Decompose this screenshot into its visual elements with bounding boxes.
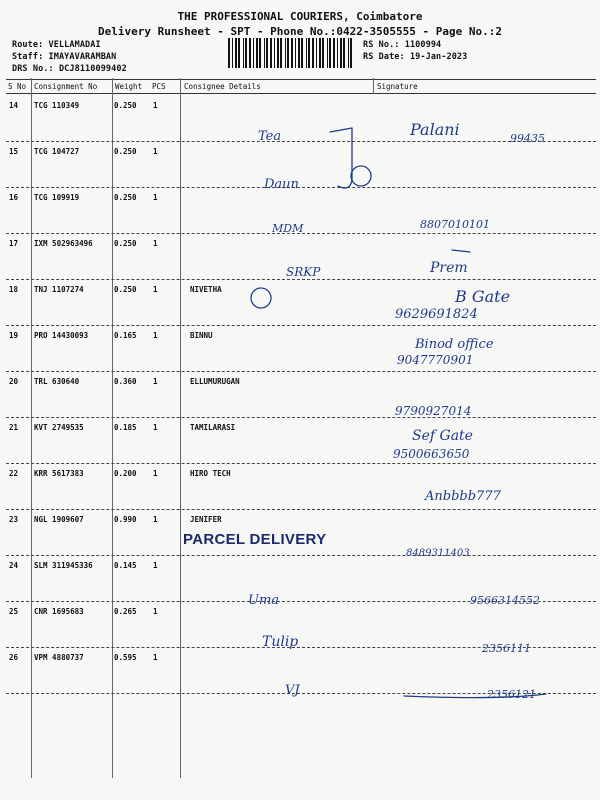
row-sno: 18 xyxy=(9,285,19,294)
row-sno: 16 xyxy=(9,193,19,202)
col-divider xyxy=(180,78,181,778)
row-sno: 17 xyxy=(9,239,19,248)
row-sno: 19 xyxy=(9,331,19,340)
row-pcs: 1 xyxy=(153,239,158,248)
signature-stroke xyxy=(452,250,470,252)
row-pcs: 1 xyxy=(153,193,158,202)
row-separator xyxy=(6,463,596,464)
row-circle-mark xyxy=(251,288,271,308)
hw-r16-consignee: MDM xyxy=(272,222,304,235)
barcode-icon xyxy=(228,38,356,68)
hw-r17-sign: Prem xyxy=(430,260,468,276)
row-consignment-no: SLM 311945336 xyxy=(34,561,93,570)
row-weight: 0.185 xyxy=(114,423,137,432)
hw-r18-phone: 9629691824 xyxy=(395,307,478,322)
hw-r15-consignee: Daun xyxy=(264,177,299,192)
row-consignee: ELLUMURUGAN xyxy=(190,377,240,386)
header-bottom-rule xyxy=(6,93,596,94)
rs-number: RS No.: 1100994 xyxy=(363,40,442,50)
hw-r14-consignee: Tea xyxy=(258,129,282,144)
row-pcs: 1 xyxy=(153,653,158,662)
hw-r16-phone: 8807010101 xyxy=(420,218,490,231)
row-separator xyxy=(6,233,596,234)
row-consignee: JENIFER xyxy=(190,515,222,524)
row-consignment-no: TCG 110349 xyxy=(34,101,80,110)
parcel-delivery-stamp: PARCEL DELIVERY xyxy=(183,531,327,548)
row-sno: 15 xyxy=(9,147,19,156)
row-consignee: TAMILARASI xyxy=(190,423,236,432)
row-weight: 0.250 xyxy=(114,101,137,110)
row-sno: 21 xyxy=(9,423,19,432)
hw-r18-sign: B Gate xyxy=(455,287,511,306)
row-separator xyxy=(6,647,596,648)
company-title: THE PROFESSIONAL COURIERS, Coimbatore xyxy=(177,10,423,23)
row-circle-mark xyxy=(351,166,371,186)
col-weight: Weight xyxy=(115,82,143,91)
row-pcs: 1 xyxy=(153,561,158,570)
row-separator xyxy=(6,141,596,142)
hw-r17-consignee: SRKP xyxy=(286,265,321,279)
row-pcs: 1 xyxy=(153,515,158,524)
hw-r20-phone: 9790927014 xyxy=(395,404,472,418)
row-separator xyxy=(6,371,596,372)
row-consignment-no: TCG 109919 xyxy=(34,193,80,202)
row-weight: 0.250 xyxy=(114,285,137,294)
row-separator xyxy=(6,555,596,556)
runsheet-title: Delivery Runsheet - SPT - Phone No.:0422-3505555 - Page No.:2 xyxy=(98,25,502,38)
drs-label: DRS No.: DCJ8110099402 xyxy=(12,64,127,74)
hw-r24-consignee: Uma xyxy=(248,593,280,608)
hw-r19-sign: Binod office xyxy=(415,337,494,352)
row-weight: 0.145 xyxy=(114,561,137,570)
row-consignment-no: TCG 104727 xyxy=(34,147,80,156)
row-separator xyxy=(6,187,596,188)
col-consignment: Consignment No xyxy=(34,82,98,91)
row-weight: 0.250 xyxy=(114,147,137,156)
row-consignment-no: PRO 14430093 xyxy=(34,331,89,340)
hw-r26-phone: 2356121 xyxy=(487,688,536,701)
row-pcs: 1 xyxy=(153,101,158,110)
hw-r21-phone: 9500663650 xyxy=(393,447,470,461)
row-weight: 0.200 xyxy=(114,469,137,478)
row-sno: 14 xyxy=(9,101,19,110)
row-consignment-no: KRR 5617383 xyxy=(34,469,84,478)
row-weight: 0.250 xyxy=(114,193,137,202)
row-pcs: 1 xyxy=(153,147,158,156)
row-pcs: 1 xyxy=(153,331,158,340)
row-consignee: NIVETHA xyxy=(190,285,222,294)
col-divider xyxy=(373,78,374,94)
row-consignee: BINNU xyxy=(190,331,213,340)
row-separator xyxy=(6,693,596,694)
row-separator xyxy=(6,279,596,280)
hw-r14-phone: 99435 xyxy=(510,132,545,145)
row-weight: 0.250 xyxy=(114,239,137,248)
row-consignment-no: TNJ 1107274 xyxy=(34,285,84,294)
row-consignment-no: NGL 1909607 xyxy=(34,515,84,524)
row-consignment-no: VPM 4880737 xyxy=(34,653,84,662)
bracket-stroke xyxy=(338,128,352,188)
hw-r24-phone: 9566314552 xyxy=(470,594,540,607)
hw-r14-sign: Palani xyxy=(410,120,460,139)
row-separator xyxy=(6,601,596,602)
col-divider xyxy=(112,78,113,778)
hw-r19-phone: 9047770901 xyxy=(397,353,474,367)
hw-r23-phone: 8489311403 xyxy=(406,548,470,559)
row-weight: 0.990 xyxy=(114,515,137,524)
row-pcs: 1 xyxy=(153,469,158,478)
row-separator xyxy=(6,325,596,326)
row-consignment-no: CNR 1695683 xyxy=(34,607,84,616)
col-consignee: Consignee Details xyxy=(184,82,261,91)
col-sno: S No xyxy=(8,82,27,91)
row-separator xyxy=(6,509,596,510)
row-sno: 26 xyxy=(9,653,19,662)
row-consignment-no: KVT 2749535 xyxy=(34,423,84,432)
row-sno: 20 xyxy=(9,377,19,386)
row-separator xyxy=(6,417,596,418)
row-sno: 22 xyxy=(9,469,19,478)
hw-r25-phone: 2356111 xyxy=(482,642,531,655)
row-weight: 0.360 xyxy=(114,377,137,386)
rs-date: RS Date: 19-Jan-2023 xyxy=(363,52,468,62)
row-pcs: 1 xyxy=(153,285,158,294)
row-weight: 0.265 xyxy=(114,607,137,616)
row-sno: 23 xyxy=(9,515,19,524)
row-sno: 24 xyxy=(9,561,19,570)
row-weight: 0.165 xyxy=(114,331,137,340)
row-consignment-no: IXM 502963496 xyxy=(34,239,93,248)
hw-r25-consignee: Tulip xyxy=(262,634,299,650)
route-label: Route: VELLAMADAI xyxy=(12,40,101,50)
row-weight: 0.595 xyxy=(114,653,137,662)
hw-r22-sign: Anbbbb777 xyxy=(425,489,501,504)
row-pcs: 1 xyxy=(153,423,158,432)
staff-label: Staff: IMAYAVARAMBAN xyxy=(12,52,117,62)
col-divider xyxy=(31,78,32,778)
hw-r26-consignee: VJ xyxy=(285,683,300,698)
row-sno: 25 xyxy=(9,607,19,616)
bracket-stroke xyxy=(330,128,352,132)
signature-underline xyxy=(404,694,546,698)
col-signature: Signature xyxy=(377,82,418,91)
hw-r21-sign: Sef Gate xyxy=(412,428,473,444)
row-pcs: 1 xyxy=(153,607,158,616)
row-consignee: HIRO TECH xyxy=(190,469,231,478)
col-pcs: PCS xyxy=(152,82,166,91)
row-pcs: 1 xyxy=(153,377,158,386)
header-top-rule xyxy=(6,79,596,80)
row-consignment-no: TRL 630640 xyxy=(34,377,80,386)
